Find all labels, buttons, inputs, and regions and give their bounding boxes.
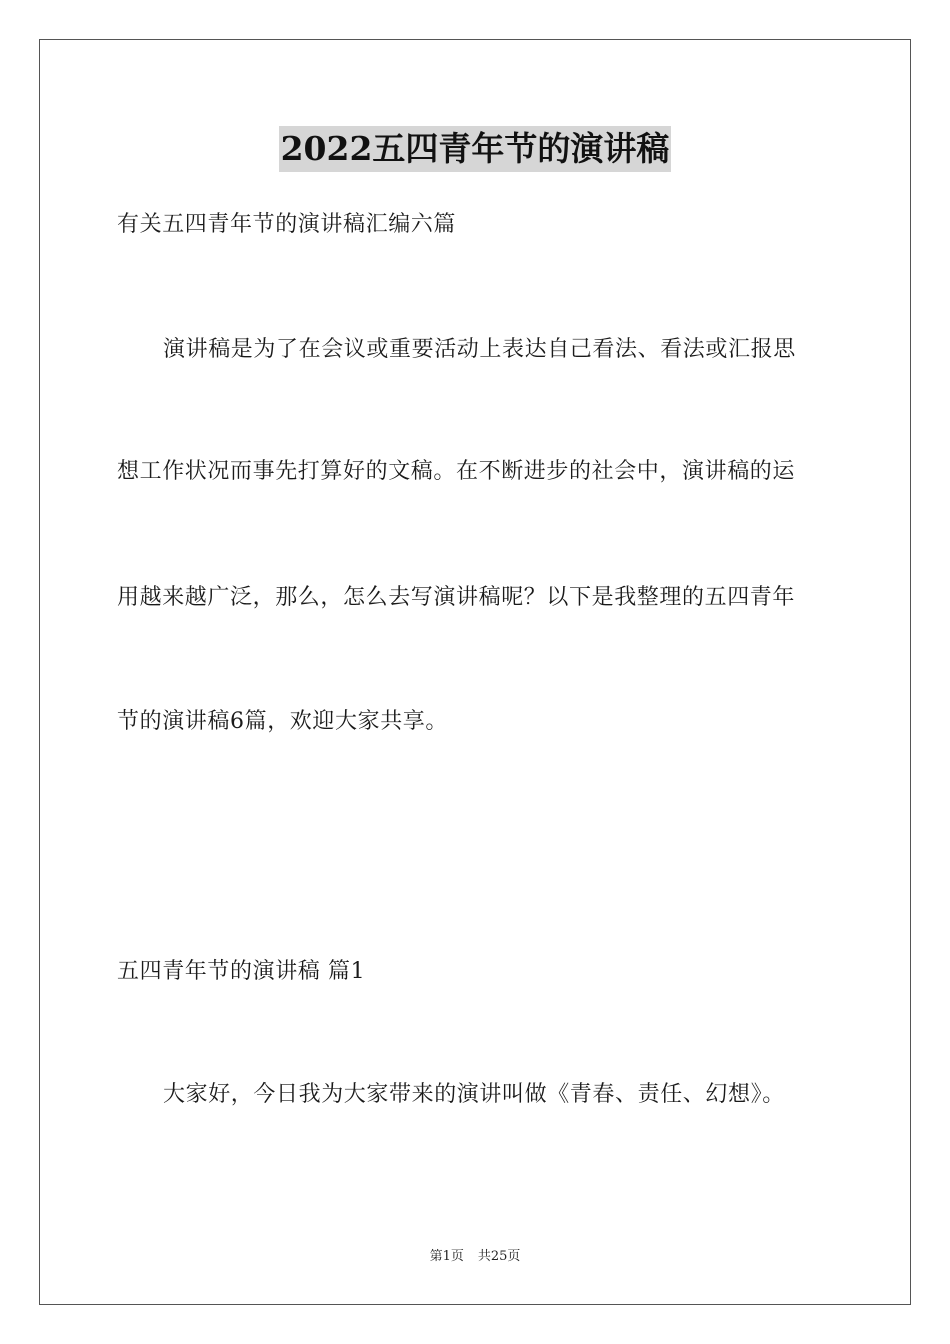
- page-footer: [0, 1248, 950, 1266]
- section-heading: 五四青年节的演讲稿 篇1: [117, 959, 366, 984]
- page-number: 第1页: [429, 1249, 464, 1264]
- intro-line-2: 想工作状况而事先打算好的文稿。在不断进步的社会中，演讲稿的运: [117, 459, 796, 484]
- section-paragraph-line: 大家好，今日我为大家带来的演讲叫做《青春、责任、幻想》。: [163, 1082, 785, 1107]
- intro-line-1: 演讲稿是为了在会议或重要活动上表达自己看法、看法或汇报思: [163, 337, 796, 362]
- title-container: [0, 126, 950, 172]
- intro-line-4: 节的演讲稿6篇，欢迎大家共享。: [117, 709, 448, 734]
- document-title: 2022五四青年节的演讲稿: [279, 126, 672, 172]
- intro-line-3: 用越来越广泛，那么，怎么去写演讲稿呢？以下是我整理的五四青年: [117, 585, 796, 610]
- page-total: 共25页: [477, 1249, 521, 1264]
- document-subtitle: 有关五四青年节的演讲稿汇编六篇: [117, 212, 457, 237]
